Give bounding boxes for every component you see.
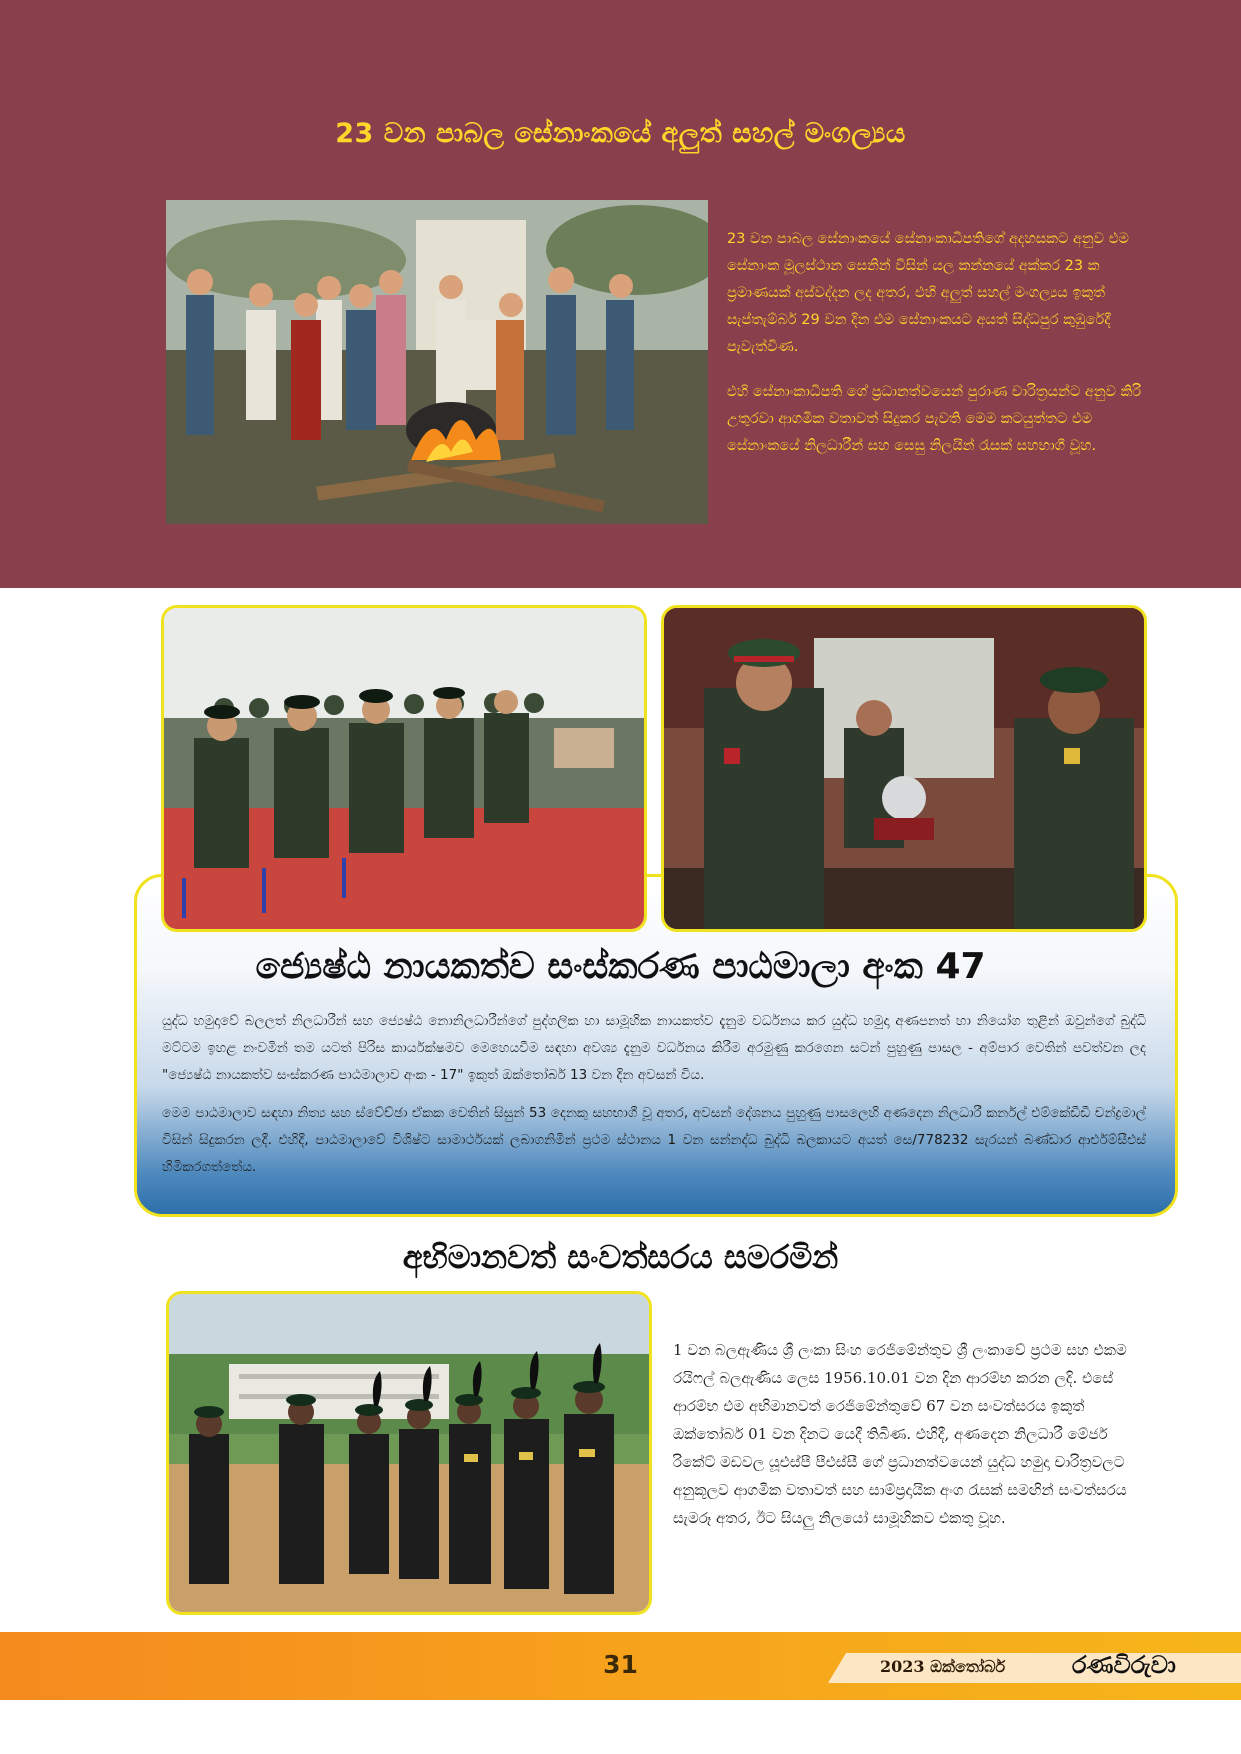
header-paragraph: එහි සේනාංකාධිපති ගේ ප්‍රධානත්වයෙන් පුරාණ චාරිත්‍රයන්ට අනුව කිරි උතුරවා ආගමික වතාවත් සිදුකර පැවති මෙම කටයුත්තට එම සේනාංකයේ නිලධාරීන් සහ සෙසු නිලයින් රැසක් සහභාගී වූහ. (727, 384, 1142, 454)
course-body (162, 1008, 1146, 1192)
award-presentation-photo (661, 605, 1147, 932)
course-title: ජ්‍යෙෂ්ඨ නායකත්ව සංස්කරණ පාඨමාලා අංක 47 (255, 946, 986, 987)
page-number: 31 (603, 1650, 638, 1679)
header-paragraph: 23 වන පාබල සේනාංකයේ සේනාංකාධිපතිගේ අදහසකට අනුව එම සේනාංක මූලස්ථාන සෙනින් විසින් යල කන්නයේ අක්කර 23 ක ප්‍රමාණයක් අස්වද්දන ලද අතර, එහි අලුත් සහල් මංගල්‍යය ඉකුත් සැප්තැම්බර් 29 වන දින එම සේනාංකයට අයත් සිද්ධපුර කුඹුරේදී පැවැත්විණ. (727, 231, 1129, 355)
magazine-logo: රණවිරුවා (1072, 1651, 1176, 1679)
header-title: 23 වන පාබල සේනාංකයේ අලුත් සහල් මංගල්‍යය (335, 118, 906, 149)
course-paragraph: මෙම පාඨමාලාව සඳහා නිත්‍ය සහ ස්වේච්ඡා ඒකක වෙතින් සිසුන් 53 දෙනකු සහභාගී වූ අතර, අවසන් දේශනය පුහුණු පාසලෙහි අණදෙන නිලධාරී කර්නල් එම්කේඩීඩී චන්ද්‍රමාල් විසින් සිදුකරන ලදී. එහිදී, පාඨමාලාවේ විශිෂ්ට සාමාර්ථයක් ලබාගනිමින් ප්‍රථම ස්ථානය 1 වන සන්නද්ධ බුද්ධි බලකායට අයත් සෙ/778232 සැරයන් බණ්ඩාර ආර්එම්සීඑස් හිමිකරගත්තේය. (162, 1105, 1146, 1175)
header-body (727, 226, 1155, 478)
rice-ceremony-photo (166, 200, 708, 524)
course-audience-photo (161, 605, 647, 932)
anniversary-body: 1 වන බලඇණිය ශ්‍රී ලංකා සිංහ රෙජිමේන්තුව ශ්‍රී ලංකාවේ ප්‍රථම සහ එකම රයිෆල් බලඇණිය ලෙස 1956.10.01 වන දින ආරම්භ කරන ලදි. එසේ ආරම්භ එම අභිමානවත් රෙජිමේන්තුවේ 67 වන සංවත්සරය ඉකුත් ඔක්තෝබර් 01 වන දිනට යෙදී තිබිණ. එහිදී, අණදෙන නිලධාරී මේජර් රිකේට් මඩවල යූඑස්පී පීඑස්සී ගේ ප්‍රධානත්වයෙන් යුද්ධ හමුදා චාරිත්‍රවලට අනුකූලව ආගමික වතාවත් සහ සාම්ප්‍රදායික අංග රැසක් සමඟින් සංවත්සරය සැමරූ අතර, ඊට සියලු නිලයෝ සාමූහිකව එකතු වූහ. (673, 1341, 1127, 1527)
course-paragraph: යුද්ධ හමුදාවේ බලලත් නිලධාරීන් සහ ජ්‍යෙෂ්ඨ නොනිලධාරීන්ගේ පුද්ගලික හා සාමූහික නායකත්ව දැනුම වර්ධනය කර යුද්ධ හමුදා අණපනත් හා නියෝග තුළින් ඔවුන්ගේ බුද්ධි මට්ටම ඉහළ නංවමින් තම යටත් පිරිස කාර්යක්ෂමව මෙහෙයවීම සඳහා අවශ්‍ය දැනුම වර්ධනය කිරීම අරමුණු කරගෙන සටන් පුහුණු පාසල - අම්පාර වෙතින් පවත්වන ලද "ජ්‍යෙෂ්ඨ නායකත්ව සංස්කරණ පාඨමාලාව අංක - 17" ඉකුත් ඔක්තෝබර් 13 වන දින අවසන් විය. (162, 1013, 1146, 1083)
regiment-parade-photo (166, 1291, 652, 1615)
anniversary-title: අභිමානවත් සංවත්සරය සමරමින් (402, 1238, 839, 1276)
footer-date: 2023 ඔක්තෝබර් (880, 1657, 1006, 1676)
